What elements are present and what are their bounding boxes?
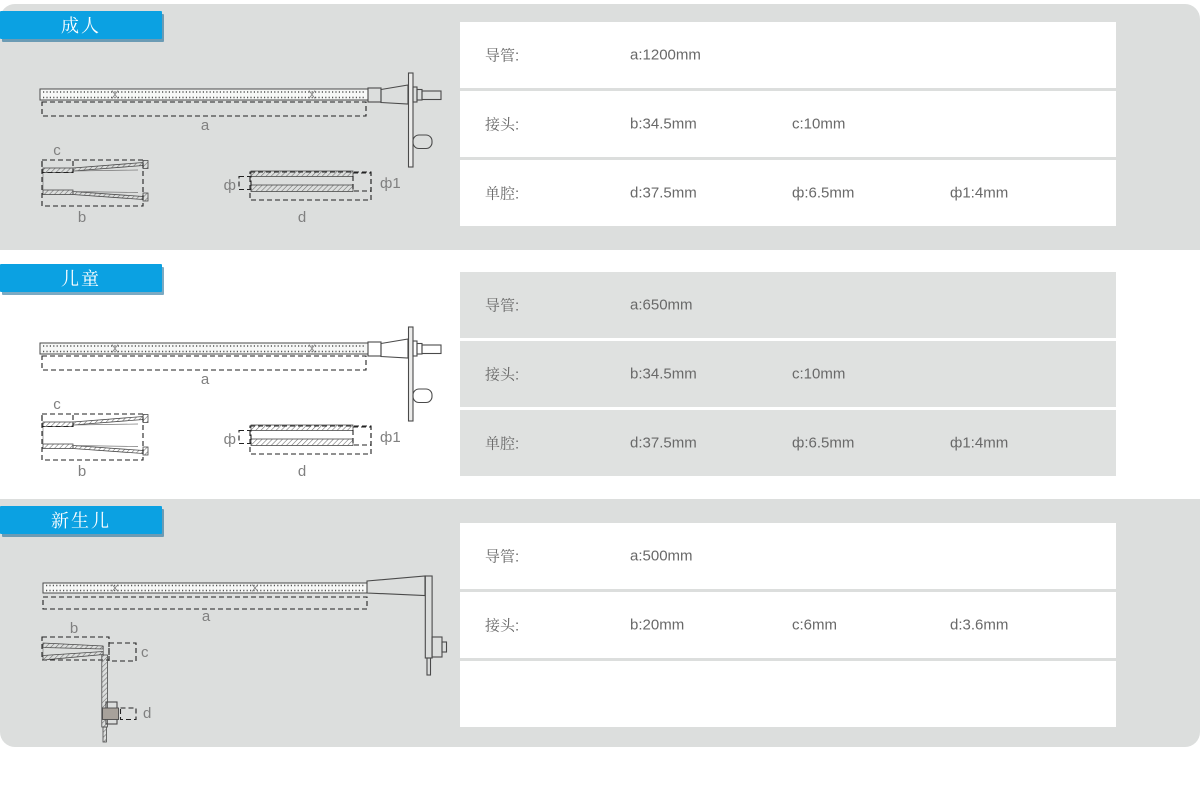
dim-b-label: b xyxy=(77,209,87,226)
connector-b-detail xyxy=(42,142,148,226)
spec-label: 导管: xyxy=(485,548,520,566)
spec-value: c:10mm xyxy=(792,365,846,383)
spec-label: 接头: xyxy=(485,116,520,134)
table-row xyxy=(460,22,1116,88)
dim-c-label: c xyxy=(53,142,61,159)
connector-b-c-detail xyxy=(42,620,149,661)
spec-label: 接头: xyxy=(485,366,520,384)
dim-phi-label: ф xyxy=(223,177,236,194)
tab-newborn-label: 新生儿 xyxy=(51,511,111,531)
spec-value: b:20mm xyxy=(630,616,685,634)
funnel-connector xyxy=(367,576,447,675)
table-row xyxy=(460,661,1116,727)
spec-value: ф1:4mm xyxy=(950,184,1009,202)
catheter-tube xyxy=(40,89,368,100)
dim-b-label: b xyxy=(77,463,87,480)
spec-label: 单腔: xyxy=(485,435,520,453)
lumen-d-detail xyxy=(224,171,401,226)
dim-a-label: a xyxy=(201,608,211,625)
spec-label: 接头: xyxy=(485,617,520,635)
dim-a xyxy=(43,597,367,625)
spec-value: d:37.5mm xyxy=(630,434,697,452)
connector-b-detail xyxy=(42,396,148,480)
lumen-d-detail xyxy=(224,425,401,480)
dim-c-label: c xyxy=(141,644,149,661)
tab-adult-label: 成人 xyxy=(61,16,101,36)
vertical-tube-d-detail xyxy=(102,655,152,742)
dim-d-label: d xyxy=(143,705,152,722)
dim-a xyxy=(42,102,366,134)
dim-phi1-label: ф1 xyxy=(380,175,401,192)
spec-value: a:650mm xyxy=(630,296,693,314)
catheter-tube xyxy=(43,583,367,593)
newborn-catheter-diagram xyxy=(0,499,460,747)
dim-c-label: c xyxy=(53,396,61,413)
section-adult xyxy=(0,4,1200,250)
tab-child-label: 儿童 xyxy=(61,269,101,289)
spec-label: 单腔: xyxy=(485,185,520,203)
spec-value: c:6mm xyxy=(792,616,837,634)
table-row xyxy=(460,592,1116,658)
spec-value: d:37.5mm xyxy=(630,184,697,202)
spec-label: 导管: xyxy=(485,47,520,65)
table-row xyxy=(460,410,1116,476)
luer-connector xyxy=(368,73,441,167)
table-row xyxy=(460,91,1116,157)
spec-label: 导管: xyxy=(485,297,520,315)
dim-phi-label: ф xyxy=(223,431,236,448)
spec-value: b:34.5mm xyxy=(630,365,697,383)
table-row xyxy=(460,160,1116,226)
dim-phi1-label: ф1 xyxy=(380,429,401,446)
dim-b-label: b xyxy=(69,620,79,637)
spec-value: a:500mm xyxy=(630,547,693,565)
spec-value: c:10mm xyxy=(792,115,846,133)
dim-a-label: a xyxy=(200,117,210,134)
spec-value: ф1:4mm xyxy=(950,434,1009,452)
luer-connector xyxy=(368,327,441,421)
child-catheter-diagram xyxy=(0,258,460,504)
table-row xyxy=(460,272,1116,338)
dim-a-label: a xyxy=(200,371,210,388)
newborn-spec-table xyxy=(460,523,1116,730)
table-row xyxy=(460,523,1116,589)
spec-value: b:34.5mm xyxy=(630,115,697,133)
adult-catheter-diagram xyxy=(0,4,460,250)
section-newborn xyxy=(0,499,1200,747)
dim-d-label: d xyxy=(297,463,307,480)
spec-value: ф:6.5mm xyxy=(792,184,855,202)
dim-a xyxy=(42,356,366,388)
adult-spec-table xyxy=(460,22,1116,229)
section-child xyxy=(0,258,1200,495)
spec-value: d:3.6mm xyxy=(950,616,1009,634)
table-row xyxy=(460,341,1116,407)
spec-value: a:1200mm xyxy=(630,46,701,64)
catheter-tube xyxy=(40,343,368,354)
dim-d-label: d xyxy=(297,209,307,226)
spec-value: ф:6.5mm xyxy=(792,434,855,452)
child-spec-table xyxy=(460,272,1116,479)
